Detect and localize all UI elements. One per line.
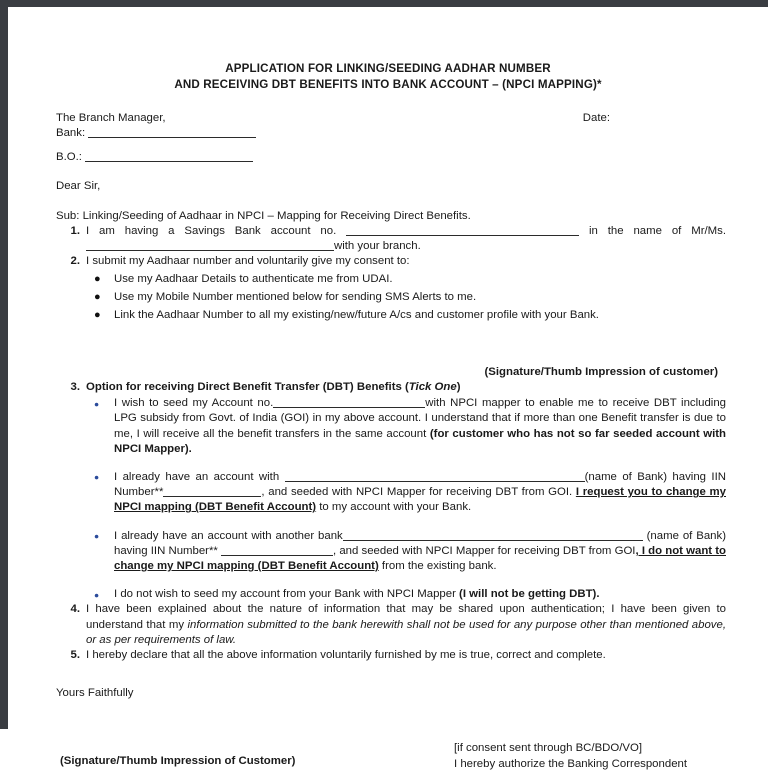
clause-5 xyxy=(56,648,726,663)
clause-3-heading xyxy=(86,381,460,393)
footer-block xyxy=(56,741,726,781)
dbt-option-2[interactable] xyxy=(86,470,726,516)
clause-1 xyxy=(56,224,726,254)
bo-line xyxy=(56,150,726,165)
option-3-bank-field[interactable] xyxy=(343,540,643,541)
consent-bullet-text: Link the Aadhaar Number to all my existing/new/future A/cs and customer profile with your Bank. xyxy=(114,308,599,321)
closing-salutation: Yours Faithfully xyxy=(56,687,134,700)
customer-signature-label: (Signature/Thumb Impression of Customer) xyxy=(60,755,296,768)
clause-4 xyxy=(56,602,726,648)
option-1-account-field[interactable] xyxy=(273,407,425,408)
option-2-request-change-note: I request you to change my NPCI mapping (DBT Benefit Account) xyxy=(114,486,726,514)
bank-line xyxy=(56,126,726,141)
option-3-text-b: (name of Bank) having IIN Number** xyxy=(114,529,726,557)
bullet-icon: ● xyxy=(94,531,100,542)
bullet-icon: ● xyxy=(94,472,100,483)
clause-2-intro: I submit my Aadhaar number and voluntarily give my consent to: xyxy=(86,255,410,268)
bc-consent-note-line-1: [if consent sent through BC/BDO/VO] xyxy=(454,742,643,755)
salutation: Dear Sir, xyxy=(56,179,101,192)
address-block xyxy=(56,111,726,166)
bullet-icon: ● xyxy=(94,308,101,321)
addressee-label: The Branch Manager, xyxy=(56,112,166,124)
customer-signature-caption: (Signature/Thumb Impression of customer) xyxy=(484,365,718,378)
clause-list-option xyxy=(56,380,726,602)
clause-3-heading-end: ) xyxy=(456,380,461,393)
option-3-text-c: , and seeded with NPCI Mapper for receiving DBT from GOI xyxy=(333,544,636,557)
list-item xyxy=(86,308,726,323)
clause-1-text-b: in the name of Mr/Ms. xyxy=(579,225,726,238)
page-content xyxy=(8,7,768,770)
option-2-bank-field[interactable] xyxy=(285,481,585,482)
option-3-text-a: I already have an account with another bank xyxy=(114,529,343,542)
clause-4-text-a: I have been explained about the nature of information that may be shared upon authentication; I have been given to understand that my xyxy=(86,603,726,631)
option-3-no-change-note: , I do not want to change my NPCI mapping (DBT Benefit Account) xyxy=(114,544,726,572)
bank-label: Bank: xyxy=(56,127,89,140)
bo-label: B.O.: xyxy=(56,151,86,164)
clause-3-number: 3. xyxy=(70,380,80,393)
consent-bullet-list xyxy=(86,272,726,323)
clause-4-number: 4. xyxy=(70,603,80,616)
clause-3 xyxy=(56,380,726,602)
clause-5-number: 5. xyxy=(70,648,80,661)
option-4-bold-note: (I will not be getting DBT). xyxy=(459,588,600,601)
option-1-text-a: I wish to seed my Account no. xyxy=(114,397,274,410)
option-2-text-c: , and seeded with NPCI Mapper for receiving DBT from GOI. xyxy=(261,486,576,499)
bullet-icon: ● xyxy=(94,589,100,600)
option-2-text-d: to my account with your Bank. xyxy=(316,501,472,514)
clause-1-number: 1. xyxy=(70,225,80,238)
bullet-icon: ● xyxy=(94,273,101,286)
document-body xyxy=(8,111,768,781)
option-4-text-a: I do not wish to seed my account from your Bank with NPCI Mapper xyxy=(114,588,460,601)
clause-2 xyxy=(56,254,726,322)
clause-1-text-c: with your branch. xyxy=(334,240,421,253)
option-2-text-b: (name of Bank) having IIN Number** xyxy=(114,470,726,499)
option-3-iin-field[interactable] xyxy=(221,555,333,556)
clause-1-text-a: I am having a Savings Bank account no. xyxy=(86,225,347,238)
option-3-text-d: from the existing bank. xyxy=(378,559,497,572)
bo-field[interactable] xyxy=(85,161,253,162)
clause-5-text: I hereby declare that all the above information voluntarily furnished by me is true, correct and complete. xyxy=(86,648,606,661)
dbt-option-3[interactable] xyxy=(86,529,726,575)
subject-line: Sub: Linking/Seeding of Aadhaar in NPCI – Mapping for Receiving Direct Benefits. xyxy=(56,209,471,222)
bc-consent-note xyxy=(454,741,687,771)
option-2-iin-field[interactable] xyxy=(163,496,261,497)
list-item xyxy=(86,272,726,287)
consent-bullet-text: Use my Mobile Number mentioned below for sending SMS Alerts to me. xyxy=(114,290,477,303)
bc-consent-note-line-2: I hereby authorize the Banking Correspondent xyxy=(454,757,688,770)
clause-list-top xyxy=(56,224,726,323)
title-line-1: APPLICATION FOR LINKING/SEEDING AADHAR NUMBER xyxy=(225,62,551,75)
date-block xyxy=(583,111,610,126)
clause-list-bottom xyxy=(56,602,726,663)
document-page xyxy=(8,7,768,770)
addressee-line xyxy=(56,111,726,126)
title-line-2: AND RECEIVING DBT BENEFITS INTO BANK ACCOUNT – (NPCI MAPPING)* xyxy=(174,77,602,91)
list-item xyxy=(86,290,726,305)
bank-field[interactable] xyxy=(88,137,256,138)
option-1-bold-note: (for customer who has not so far seeded account with NPCI Mapper). xyxy=(114,427,727,455)
consent-bullet-text: Use my Aadhaar Details to authenticate me from UDAI. xyxy=(114,273,393,286)
account-number-field[interactable] xyxy=(346,235,579,236)
dbt-option-1[interactable] xyxy=(86,396,726,457)
bullet-icon: ● xyxy=(94,398,100,409)
dbt-option-list xyxy=(86,396,726,602)
clause-2-number: 2. xyxy=(70,255,80,268)
page-title xyxy=(8,7,768,92)
tick-one-emphasis: Tick One xyxy=(408,380,457,393)
clause-4-emphasis: information submitted to the bank herewith shall not be used for any purpose other than mentioned above, or as per requirements of law. xyxy=(86,618,726,646)
option-1-text-b: with NPCI mapper to enable me to receive DBT including LPG subsidy from Govt. of India (GOI) in my above account. I understand that if more than one Benefit transfer is due to me, I will receive all the benefit transfers in the same account xyxy=(114,397,727,440)
option-2-text-a: I already have an account with xyxy=(114,470,285,483)
dbt-option-4[interactable] xyxy=(86,587,726,602)
date-label: Date: xyxy=(582,112,610,124)
bullet-icon: ● xyxy=(94,290,101,303)
customer-name-field[interactable] xyxy=(86,250,334,251)
clause-3-heading-main: Option for receiving Direct Benefit Transfer (DBT) Benefits ( xyxy=(86,380,409,393)
